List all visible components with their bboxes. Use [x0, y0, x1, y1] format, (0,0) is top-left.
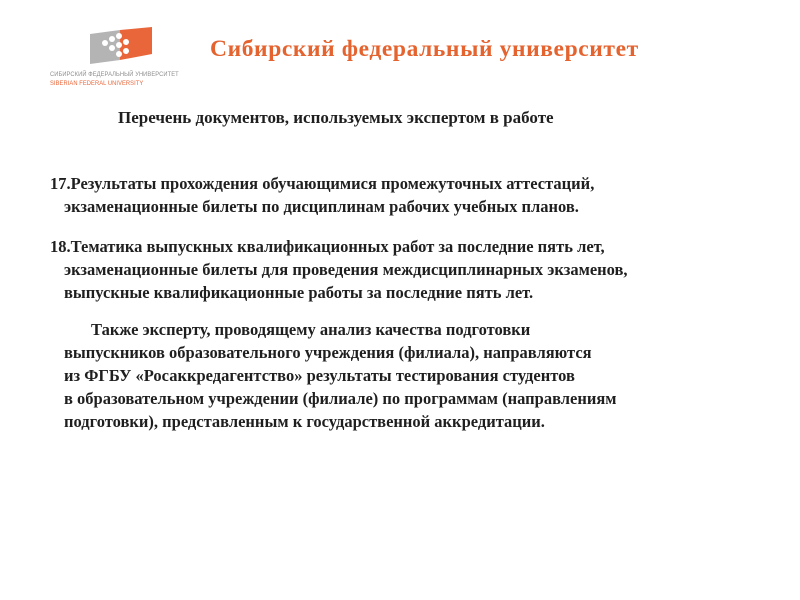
list-item-number: 18. — [50, 237, 71, 256]
list-item-line: экзаменационные билеты по дисциплинам рабочих учебных планов. — [64, 197, 579, 216]
list-item-text: Тематика выпускных квалификационных работ за последние пять лет, — [70, 237, 605, 256]
university-title: Сибирский федеральный университет — [210, 36, 639, 62]
list-item-line: выпускные квалификационные работы за последние пять лет. — [64, 283, 534, 302]
note-line: выпускников образовательного учреждения (филиала), направляются — [64, 343, 592, 362]
note-line: из ФГБУ «Росаккредагентство» результаты тестирования студентов — [64, 366, 575, 385]
logo-text-ru: СИБИРСКИЙ ФЕДЕРАЛЬНЫЙ УНИВЕРСИТЕТ — [50, 71, 179, 78]
university-logo — [50, 26, 200, 90]
note-paragraph — [64, 318, 784, 433]
logo-text-en: SIBERIAN FEDERAL UNIVERSITY — [50, 80, 144, 87]
note-line: в образовательном учреждении (филиале) по программам (направлениям — [64, 389, 617, 408]
list-item-number: 17. — [50, 174, 71, 193]
list-item-17 — [50, 172, 770, 218]
list-item-line: экзаменационные билеты для проведения междисциплинарных экзаменов, — [64, 260, 628, 279]
list-item-text: Результаты прохождения обучающимися промежуточных аттестаций, — [70, 174, 595, 193]
note-line: подготовки), представленным к государственной аккредитации. — [64, 412, 545, 431]
list-item-line — [50, 172, 770, 195]
slide-heading: Перечень документов, используемых экспертом в работе — [118, 108, 554, 127]
logo-emblem-icon — [86, 26, 162, 66]
list-item-line — [50, 235, 770, 258]
list-item-18 — [50, 235, 770, 304]
note-line: Также эксперту, проводящему анализ качества подготовки — [91, 320, 531, 339]
